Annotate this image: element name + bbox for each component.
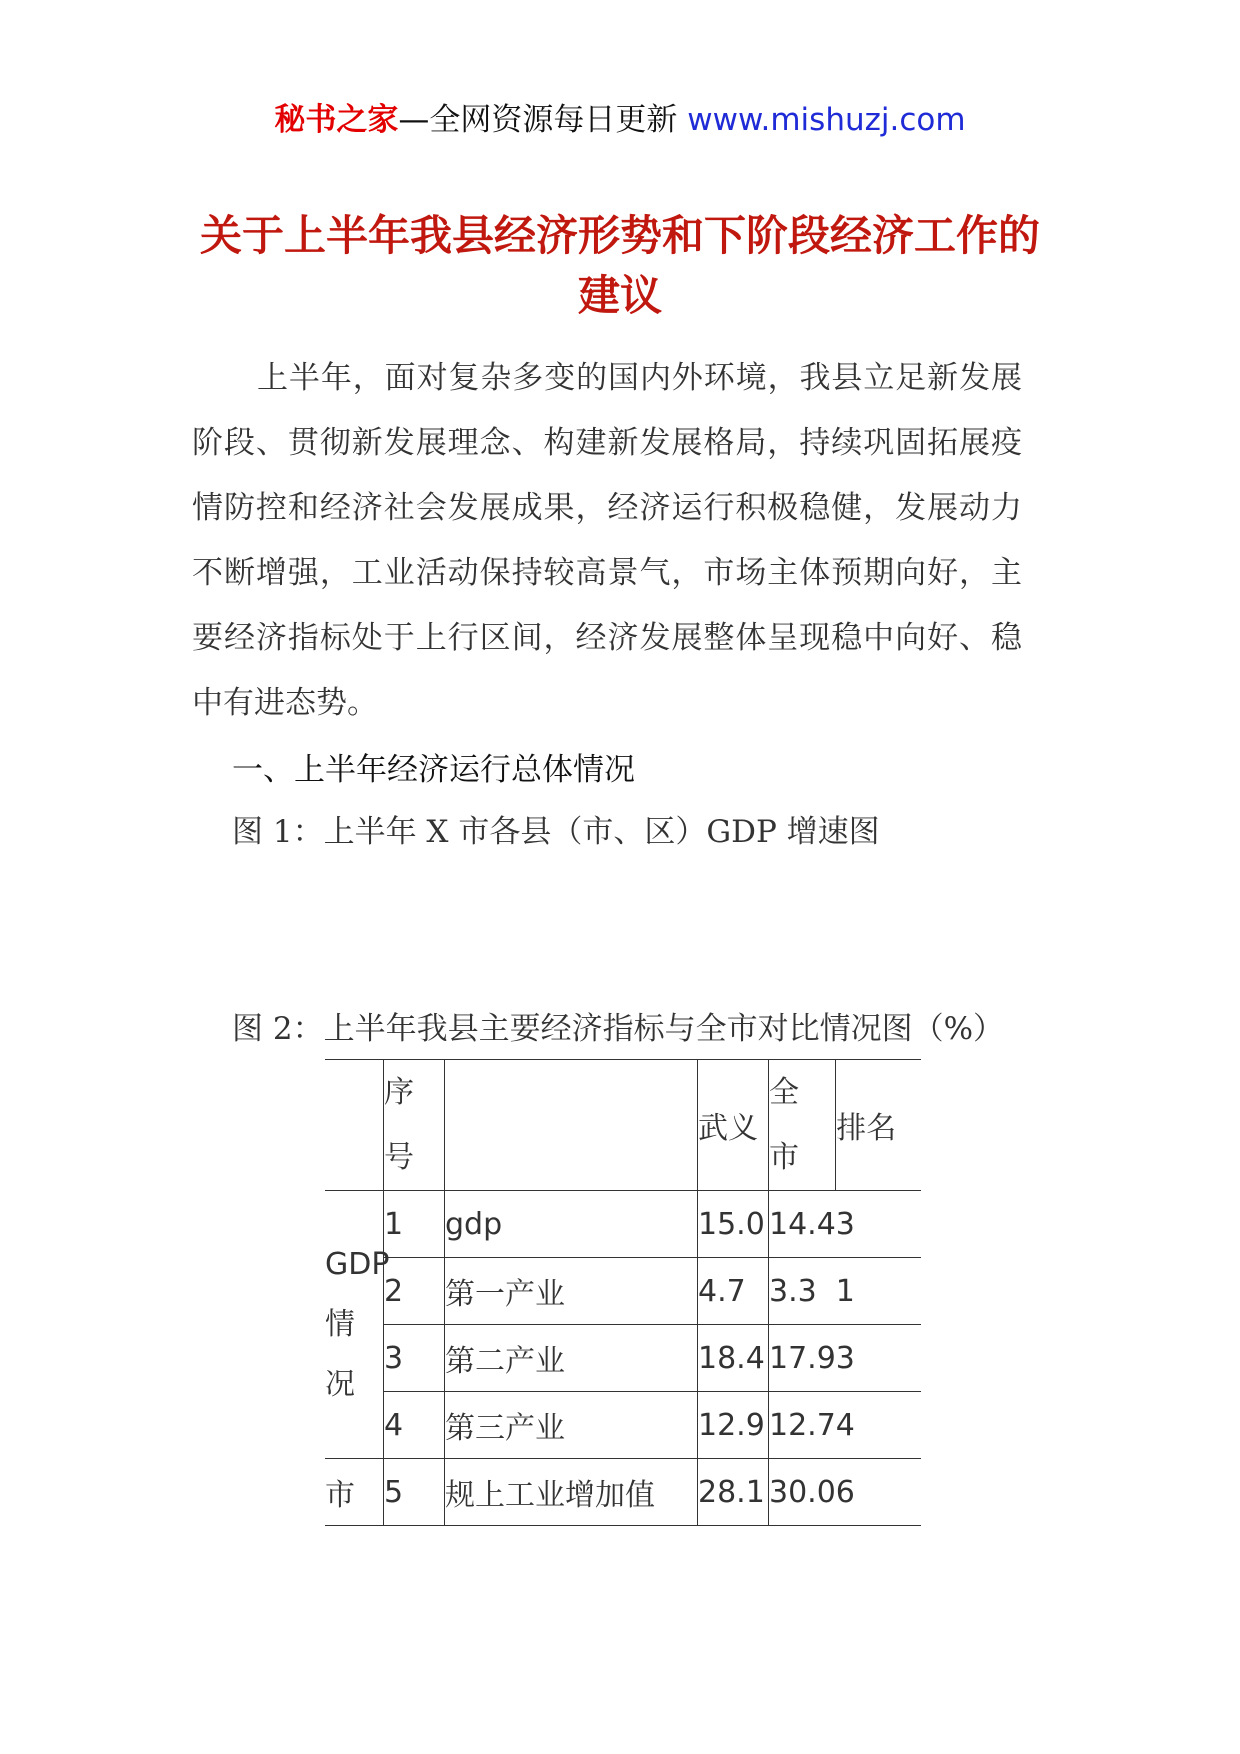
row-name: 规上工业增加值	[445, 1459, 698, 1526]
row-city-value: 12.7	[769, 1392, 836, 1459]
document-title: 关于上半年我县经济形势和下阶段经济工作的建议	[199, 211, 1040, 320]
row-city-value: 17.9	[769, 1325, 836, 1392]
table-row	[325, 1459, 921, 1526]
row-seq: 2	[384, 1258, 445, 1325]
row-name: gdp	[445, 1191, 698, 1258]
rank-header-cell: 排名	[836, 1060, 922, 1191]
city-header-line1: 全	[769, 1075, 799, 1110]
row-wuyi-value: 12.9	[698, 1392, 769, 1459]
seq-header-cell	[384, 1060, 445, 1191]
row-seq: 5	[384, 1459, 445, 1526]
row-rank: 1	[836, 1258, 922, 1325]
figure-1-caption: 图 1：上半年 X 市各县（市、区）GDP 增速图	[232, 814, 880, 850]
intro-paragraph: 上半年，面对复杂多变的国内外环境，我县立足新发展阶段、贯彻新发展理念、构建新发展格局，持续巩固拓展疫情防控和经济社会发展成果，经济运行积极稳健，发展动力不断增强，工业活动保持较高景气，市场主体预期向好，主要经济指标处于上行区间，经济发展整体呈现稳中向好、稳中有进态势。	[192, 360, 1022, 721]
group-header-cell	[325, 1060, 384, 1191]
site-brand: 秘书之家	[274, 102, 399, 138]
seq-header-line2: 号	[384, 1140, 414, 1175]
table-row	[325, 1191, 921, 1258]
table-row	[325, 1325, 921, 1392]
row-seq: 1	[384, 1191, 445, 1258]
row-wuyi-value: 18.4	[698, 1325, 769, 1392]
table-row	[325, 1392, 921, 1459]
group-label-city: 市	[325, 1459, 384, 1526]
row-city-value: 14.4	[769, 1191, 836, 1258]
row-name: 第一产业	[445, 1258, 698, 1325]
site-slogan: —全网资源每日更新	[398, 102, 678, 138]
city-header-cell	[769, 1060, 836, 1191]
row-rank: 3	[836, 1191, 922, 1258]
row-name: 第二产业	[445, 1325, 698, 1392]
row-wuyi-value: 28.1	[698, 1459, 769, 1526]
table-header-row	[325, 1060, 921, 1191]
row-city-value: 30.0	[769, 1459, 836, 1526]
wuyi-header-cell: 武义	[698, 1060, 769, 1191]
indicator-comparison-table	[325, 1059, 921, 1526]
table-row	[325, 1258, 921, 1325]
site-header	[0, 100, 1240, 140]
name-header-cell	[445, 1060, 698, 1191]
row-rank: 4	[836, 1392, 922, 1459]
section-heading-1: 一、上半年经济运行总体情况	[232, 752, 635, 788]
row-seq: 3	[384, 1325, 445, 1392]
row-rank: 6	[836, 1459, 922, 1526]
row-name: 第三产业	[445, 1392, 698, 1459]
group-label-gdp: GDP情况	[325, 1191, 384, 1459]
site-url-link[interactable]: www.mishuzj.com	[687, 102, 966, 138]
row-seq: 4	[384, 1392, 445, 1459]
figure-2-caption: 图 2：上半年我县主要经济指标与全市对比情况图（%）	[232, 1011, 1005, 1047]
row-city-value: 3.3	[769, 1258, 836, 1325]
city-header-line2: 市	[769, 1140, 799, 1175]
row-wuyi-value: 15.0	[698, 1191, 769, 1258]
seq-header-line1: 序	[384, 1075, 414, 1110]
row-wuyi-value: 4.7	[698, 1258, 769, 1325]
row-rank: 3	[836, 1325, 922, 1392]
